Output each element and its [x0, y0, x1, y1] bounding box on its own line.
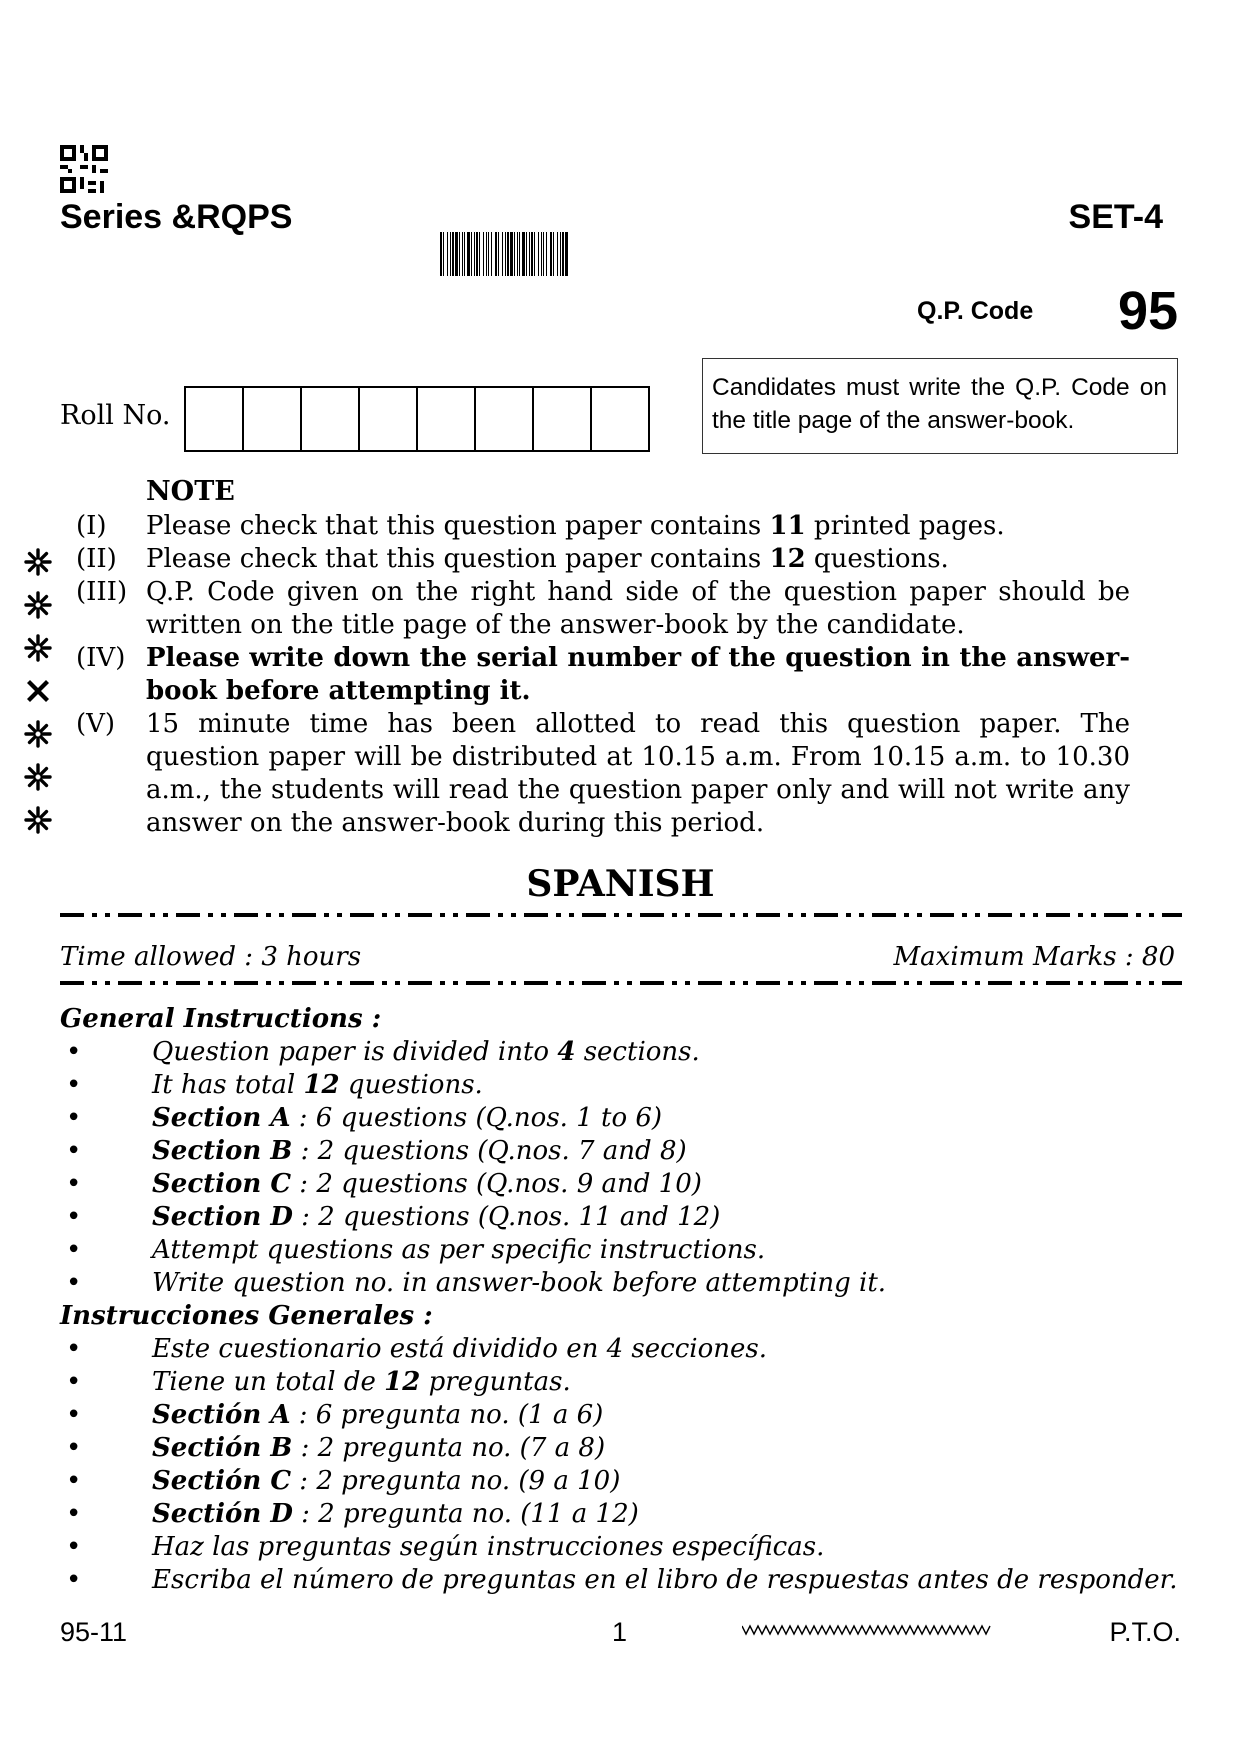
bullet-icon: •: [66, 1169, 82, 1199]
list-item: [60, 1366, 1180, 1399]
text-run: Sectión D: [152, 1499, 293, 1529]
bullet-icon: •: [66, 1235, 82, 1265]
bullet-icon: •: [66, 1565, 82, 1595]
series-label: Series &RQPS: [60, 198, 293, 236]
text-run: printed pages.: [805, 511, 1005, 541]
text-run: : 2 pregunta no. (7 a 8): [292, 1433, 606, 1463]
text-run: : 6 pregunta no. (1 a 6): [290, 1400, 604, 1430]
note-number: (II): [76, 544, 117, 574]
list-item-text: [152, 1135, 687, 1168]
roll-no-cell[interactable]: [416, 386, 476, 452]
list-item-text: [152, 1564, 1178, 1597]
text-run: Section B: [152, 1136, 293, 1166]
text-run: Attempt questions as per specific instructions.: [152, 1235, 766, 1265]
text-run: : 2 questions (Q.nos. 9 and 10): [291, 1169, 702, 1199]
list-item: [60, 1333, 1180, 1366]
text-run: 12: [384, 1367, 421, 1397]
text-run: Escriba el número de preguntas en el libro de respuestas antes de responder.: [152, 1565, 1178, 1595]
bullet-icon: •: [66, 1499, 82, 1529]
asterisk-icon: [20, 626, 56, 669]
text-run: Section A: [152, 1103, 291, 1133]
roll-no-cell[interactable]: [590, 386, 650, 452]
list-item-text: [152, 1366, 571, 1399]
footer-code: 95-11: [60, 1617, 128, 1647]
list-item-text: [152, 1432, 605, 1465]
list-item-text: [152, 1531, 824, 1564]
note-number: (I): [76, 511, 107, 541]
list-item-text: [152, 1267, 886, 1300]
asterisk-icon: [20, 540, 56, 583]
list-item-text: [152, 1234, 765, 1267]
list-item-text: [152, 1036, 700, 1069]
list-item: [60, 1069, 1180, 1102]
note-text: [146, 576, 1130, 642]
text-run: : 2 pregunta no. (9 a 10): [291, 1466, 621, 1496]
roll-no-cell[interactable]: [184, 386, 244, 452]
squiggle-line: [742, 1622, 992, 1638]
text-run: 15 minute time has been allotted to read this question paper. The question paper will be distributed at 10.15 a.m. From 10.15 a.m. to 10.30 a.m., the students will read the question paper only and will not write any answer on the answer-book during this period.: [146, 709, 1130, 838]
text-run: 12: [303, 1070, 340, 1100]
page-number: 1: [612, 1617, 628, 1647]
list-item-text: [152, 1333, 767, 1366]
note-heading: NOTE: [146, 476, 235, 507]
bullet-icon: •: [66, 1268, 82, 1298]
roll-no-label: Roll No.: [60, 400, 171, 431]
note-item: [76, 576, 1130, 642]
text-run: Please write down the serial number of the question in the answer-book before attempting it.: [146, 643, 1130, 706]
time-allowed: Time allowed : 3 hours: [60, 942, 362, 972]
asterisk-icon: [20, 755, 56, 798]
bullet-icon: •: [66, 1466, 82, 1496]
note-text: [146, 543, 1130, 576]
text-run: preguntas.: [420, 1367, 571, 1397]
asterisk-icon: [20, 583, 56, 626]
barcode: [440, 232, 570, 276]
note-text: [146, 510, 1130, 543]
list-item: [60, 1531, 1180, 1564]
bullet-icon: •: [66, 1202, 82, 1232]
bullet-icon: •: [66, 1070, 82, 1100]
text-run: Section D: [152, 1202, 293, 1232]
list-item: [60, 1135, 1180, 1168]
text-run: It has total: [152, 1070, 304, 1100]
bullet-icon: •: [66, 1400, 82, 1430]
text-run: 4: [557, 1037, 576, 1067]
bullet-icon: •: [66, 1532, 82, 1562]
bullet-icon: •: [66, 1136, 82, 1166]
text-run: Q.P. Code given on the right hand side of the question paper should be written on the title page of the answer-book by the candidate.: [146, 577, 1130, 640]
list-item: [60, 1168, 1180, 1201]
pto-label: P.T.O.: [1109, 1617, 1181, 1647]
roll-no-cell[interactable]: [242, 386, 302, 452]
bullet-icon: •: [66, 1367, 82, 1397]
list-item: [60, 1399, 1180, 1432]
bullet-icon: •: [66, 1103, 82, 1133]
list-item-text: [152, 1498, 639, 1531]
candidate-instruction-box: Candidates must write the Q.P. Code on the title page of the answer-book.: [702, 358, 1178, 454]
roll-no-cell[interactable]: [358, 386, 418, 452]
text-run: questions.: [339, 1070, 483, 1100]
set-number: SET-4: [1068, 198, 1163, 236]
dash-divider: [60, 980, 1182, 986]
text-run: Question paper is divided into: [152, 1037, 558, 1067]
list-item-text: [152, 1201, 720, 1234]
list-item-text: [152, 1168, 702, 1201]
note-item: [76, 543, 1130, 576]
list-item-text: [152, 1399, 603, 1432]
instrucciones-generales-heading: Instrucciones Generales :: [60, 1301, 433, 1331]
bullet-icon: •: [66, 1433, 82, 1463]
list-item: [60, 1465, 1180, 1498]
text-run: 12: [769, 544, 806, 574]
subject-title: SPANISH: [526, 863, 715, 905]
maximum-marks: Maximum Marks : 80: [893, 942, 1175, 972]
note-item: [76, 642, 1130, 708]
text-run: Tiene un total de: [152, 1367, 385, 1397]
note-item: [76, 510, 1130, 543]
text-run: : 2 pregunta no. (11 a 12): [292, 1499, 639, 1529]
list-item: [60, 1267, 1180, 1300]
cross-icon: [20, 669, 56, 712]
list-item: [60, 1432, 1180, 1465]
note-list: [76, 510, 1130, 840]
bullet-icon: •: [66, 1334, 82, 1364]
list-item: [60, 1201, 1180, 1234]
instructions-block: [60, 1003, 1180, 1597]
note-number: (V): [76, 709, 116, 739]
qp-code-value: 95: [1118, 281, 1179, 341]
instrucciones-generales-list: [60, 1333, 1180, 1597]
bullet-icon: •: [66, 1037, 82, 1067]
list-item: [60, 1036, 1180, 1069]
text-run: sections.: [575, 1037, 700, 1067]
note-text: [146, 708, 1130, 840]
list-item: [60, 1498, 1180, 1531]
text-run: Sectión A: [152, 1400, 291, 1430]
list-item-text: [152, 1102, 662, 1135]
list-item-text: [152, 1069, 483, 1102]
general-instructions-list: [60, 1036, 1180, 1300]
text-run: : 2 questions (Q.nos. 7 and 8): [292, 1136, 687, 1166]
general-instructions-heading: General Instructions :: [60, 1004, 382, 1034]
text-run: Please check that this question paper contains: [146, 511, 770, 541]
text-run: Please check that this question paper contains: [146, 544, 770, 574]
list-item-text: [152, 1465, 620, 1498]
qr-code: [60, 145, 108, 193]
note-item: [76, 708, 1130, 840]
asterisk-icon: [20, 712, 56, 755]
text-run: Sectión B: [152, 1433, 293, 1463]
roll-no-cell[interactable]: [474, 386, 534, 452]
qp-code-label: Q.P. Code: [917, 297, 1034, 325]
text-run: 11: [769, 511, 806, 541]
text-run: Sectión C: [152, 1466, 292, 1496]
note-text: [146, 642, 1130, 708]
text-run: Haz las preguntas según instrucciones específicas.: [152, 1532, 825, 1562]
text-run: Section C: [152, 1169, 292, 1199]
text-run: questions.: [805, 544, 949, 574]
list-item: [60, 1234, 1180, 1267]
list-item: [60, 1564, 1180, 1597]
roll-no-cell[interactable]: [532, 386, 592, 452]
dash-divider: [60, 912, 1182, 918]
margin-symbols: [20, 540, 56, 841]
text-run: Write question no. in answer-book before attempting it.: [152, 1268, 887, 1298]
text-run: Este cuestionario está dividido en 4 secciones.: [152, 1334, 767, 1364]
list-item: [60, 1102, 1180, 1135]
roll-no-boxes[interactable]: [184, 386, 650, 448]
text-run: : 6 questions (Q.nos. 1 to 6): [290, 1103, 663, 1133]
text-run: : 2 questions (Q.nos. 11 and 12): [292, 1202, 721, 1232]
asterisk-icon: [20, 798, 56, 841]
roll-no-cell[interactable]: [300, 386, 360, 452]
note-number: (III): [76, 577, 128, 607]
note-number: (IV): [76, 643, 126, 673]
